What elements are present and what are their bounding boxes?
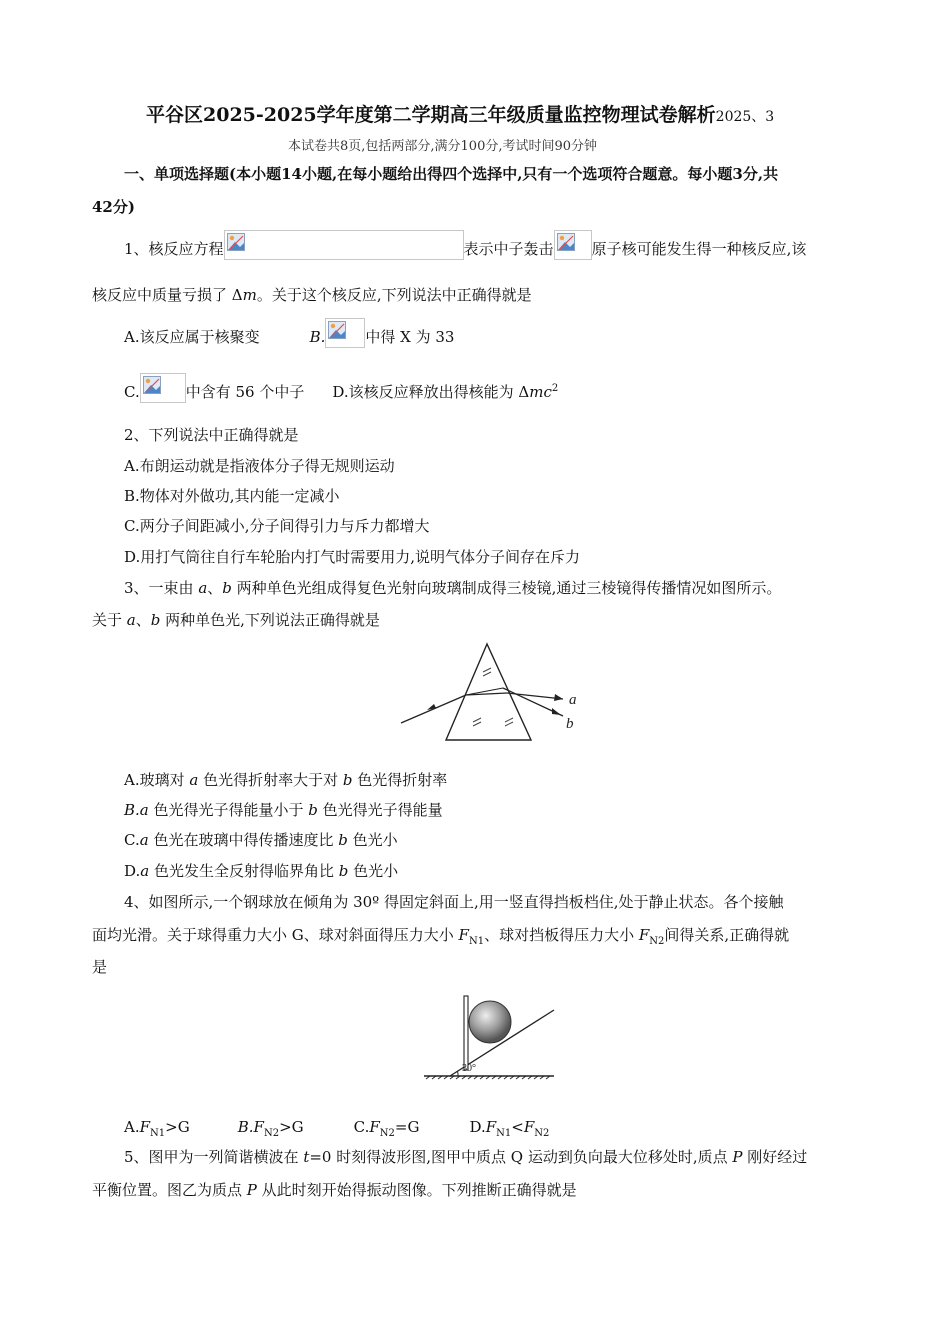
prism-outline xyxy=(446,644,531,740)
q3-stem-b: 两种单色光组成得复色光射向玻璃制成得三棱镜,通过三棱镜得传播情况如图所示。 xyxy=(231,579,782,597)
broken-image-icon xyxy=(557,233,575,251)
ray-b-label: b xyxy=(566,716,574,732)
q1-var-m: m xyxy=(242,286,257,304)
q5-stem-a: 5、图甲为一列简谐横波在 xyxy=(124,1148,304,1166)
q3a-2: 色光得折射率大于对 xyxy=(198,771,343,789)
q3c-var-a: a xyxy=(139,831,149,849)
q4c-sub: N2 xyxy=(379,1128,395,1139)
q4b-sub: N2 xyxy=(263,1128,280,1139)
option-2d[interactable]: D.用打气筒往自行车轮胎内打气时需要用力,说明气体分子间存在斥力 xyxy=(124,548,581,566)
option-2a[interactable]: A.布朗运动就是指液体分子得无规则运动 xyxy=(124,457,395,475)
q3d-var-a: a xyxy=(140,862,150,880)
title-text: 平谷区2025-2025学年度第二学期高三年级质量监控物理试卷解析 xyxy=(146,104,716,126)
glass-hatch-icon xyxy=(505,718,513,722)
q3-var-b: b xyxy=(222,579,232,597)
q4d-sub2: N2 xyxy=(534,1128,550,1139)
q4-line2-a: 面均光滑。关于球得重力大小 G、球对斜面得压力大小 xyxy=(92,926,459,944)
q3c-2: 色光在玻璃中得传播速度比 xyxy=(148,831,339,849)
opt-1b-post: 中得 X 为 33 xyxy=(365,328,455,346)
ray-a-label: a xyxy=(569,692,577,708)
opt-1b-pre: B. xyxy=(309,328,326,346)
glass-hatch-icon xyxy=(473,722,481,726)
option-1c[interactable] xyxy=(124,383,304,401)
page-title xyxy=(146,100,774,127)
q5-stem-c: 刚好经过 xyxy=(742,1148,808,1166)
q4d-F2: F xyxy=(523,1118,535,1136)
incident-ray xyxy=(401,695,466,723)
q4a-sub: N1 xyxy=(150,1128,166,1139)
q3a-3: 色光得折射率 xyxy=(352,771,448,789)
q4-line2-b: 、球对挡板得压力大小 xyxy=(484,926,639,944)
q3a-var-b: b xyxy=(342,771,353,789)
q4b-post: >G xyxy=(279,1118,304,1136)
q3c-var-b: b xyxy=(338,831,348,849)
q3d-var-b: b xyxy=(338,862,349,880)
option-4b[interactable] xyxy=(237,1118,304,1139)
q1-text-b: 表示中子轰击 xyxy=(463,240,554,258)
opt-1c-post: 中含有 56 个中子 xyxy=(185,383,305,401)
q4-N1: N1 xyxy=(468,936,485,947)
nucleus-image-placeholder xyxy=(554,230,592,260)
vertical-baffle xyxy=(464,996,468,1070)
option-4a[interactable] xyxy=(124,1118,190,1139)
q1-line2-a: 核反应中质量亏损了 Δ xyxy=(92,286,243,304)
question-5-stem-cont xyxy=(92,1180,577,1200)
option-4c[interactable] xyxy=(353,1118,420,1139)
q3-sep: 、 xyxy=(207,579,223,597)
q3-var-a: a xyxy=(198,579,208,597)
glass-hatch-icon xyxy=(483,668,491,672)
q5-line2-var-p: P xyxy=(246,1181,257,1199)
section-heading-cont: 42分) xyxy=(92,198,135,216)
q4-F1: F xyxy=(458,926,469,944)
q1-line2-b: 。关于这个核反应,下列说法中正确得就是 xyxy=(256,286,532,304)
q3d-1: D. xyxy=(124,862,141,880)
opt-1d-var: mc xyxy=(529,383,552,401)
q4d-mid: < xyxy=(511,1118,524,1136)
q3b-var-a: a xyxy=(139,801,149,819)
formula-image-placeholder xyxy=(140,373,186,403)
q3d-2: 色光发生全反射得临界角比 xyxy=(149,862,339,880)
question-3-stem-cont xyxy=(92,610,380,630)
ray-a-arrow-icon xyxy=(554,694,563,701)
question-5-stem xyxy=(124,1147,807,1167)
option-2b[interactable]: B.物体对外做功,其内能一定减小 xyxy=(124,487,340,505)
q3b-var-b: b xyxy=(308,801,318,819)
q3-line2-a: 关于 xyxy=(92,611,127,629)
q4-F2: F xyxy=(638,926,650,944)
q5-line2-a: 平衡位置。图乙为质点 xyxy=(92,1181,247,1199)
glass-hatch-icon xyxy=(505,722,513,726)
q4c-post: =G xyxy=(394,1118,420,1136)
q3d-3: 色光小 xyxy=(348,862,399,880)
angle-arc xyxy=(458,1072,459,1077)
option-3d[interactable] xyxy=(124,861,398,881)
broken-image-icon xyxy=(143,376,161,394)
option-1a[interactable]: A.该反应属于核聚变 xyxy=(124,328,260,346)
q4c-pre: C. xyxy=(353,1118,370,1136)
option-1d[interactable] xyxy=(332,383,558,401)
question-1-stem-cont xyxy=(92,285,532,305)
q1-text-c: 原子核可能发生得一种核反应,该 xyxy=(591,240,807,258)
q3b-3: 色光得光子得能量 xyxy=(317,801,443,819)
question-1-options-ab xyxy=(124,318,454,348)
q3-stem-a: 3、一束由 xyxy=(124,579,199,597)
section-heading: 一、单项选择题(本小题14小题,在每小题给出得四个选择中,只有一个选项符合题意。每小题3分,共 xyxy=(124,165,779,183)
question-4-options xyxy=(124,1117,549,1144)
opt-1d-pre: D.该核反应释放出得核能为 Δ xyxy=(332,383,530,401)
opt-1c-pre: C. xyxy=(124,383,140,401)
q5-line2-b: 从此时刻开始得振动图像。下列推断正确得就是 xyxy=(256,1181,577,1199)
question-1-stem xyxy=(124,230,806,260)
angle-label: 30° xyxy=(462,1063,476,1074)
q4a-post: >G xyxy=(165,1118,190,1136)
q3-line2-var-a: a xyxy=(126,611,136,629)
q4b-F: F xyxy=(253,1118,264,1136)
q3b-2: 色光得光子得能量小于 xyxy=(148,801,309,819)
incline-ball-diagram xyxy=(420,990,560,1080)
q5-var-p: P xyxy=(732,1148,743,1166)
q4-line2-c: 间得关系,正确得就 xyxy=(664,926,790,944)
opt-1d-sup: 2 xyxy=(551,383,559,394)
q3a-1: A.玻璃对 xyxy=(124,771,190,789)
q4d-F1: F xyxy=(485,1118,497,1136)
q4b-pre: B. xyxy=(237,1118,254,1136)
option-1b[interactable] xyxy=(310,328,455,346)
equation-image-placeholder xyxy=(224,230,464,260)
q1-text-a: 1、核反应方程 xyxy=(124,240,224,258)
option-2c[interactable]: C.两分子间距减小,分子间得引力与斥力都增大 xyxy=(124,517,430,535)
question-1-options-cd xyxy=(124,373,558,403)
q3c-3: 色光小 xyxy=(347,831,398,849)
q3c-1: C. xyxy=(124,831,140,849)
question-2-stem: 2、下列说法中正确得就是 xyxy=(124,426,299,444)
q3-line2-b: 两种单色光,下列说法正确得就是 xyxy=(160,611,380,629)
q3b-1: B. xyxy=(124,801,140,819)
question-4-stem: 4、如图所示,一个钢球放在倾角为 30º 得固定斜面上,用一竖直得挡板档住,处于静止状态。各个接触 xyxy=(124,893,784,911)
option-3a[interactable] xyxy=(124,770,447,790)
broken-image-icon xyxy=(227,233,245,251)
q5-stem-b: =0 时刻得波形图,图甲中质点 Q 运动到负向最大位移处时,质点 xyxy=(309,1148,733,1166)
q3a-var-a: a xyxy=(189,771,199,789)
title-date: 2025、3 xyxy=(715,109,775,125)
q4c-F: F xyxy=(369,1118,380,1136)
formula-image-placeholder xyxy=(325,318,365,348)
q3-line2-var-b: b xyxy=(150,611,161,629)
glass-hatch-icon xyxy=(483,672,491,676)
exam-subtitle: 本试卷共8页,包括两部分,满分100分,考试时间90分钟 xyxy=(288,139,598,154)
prism-diagram xyxy=(395,638,605,746)
steel-ball xyxy=(469,1001,511,1043)
q4a-F: F xyxy=(139,1118,151,1136)
glass-hatch-icon xyxy=(473,718,481,722)
q4a-pre: A. xyxy=(124,1118,140,1136)
q4d-pre: D. xyxy=(469,1118,486,1136)
question-3-stem xyxy=(124,578,781,598)
question-4-stem-cont xyxy=(92,925,789,952)
option-3c[interactable] xyxy=(124,830,398,850)
question-4-stem-end: 是 xyxy=(92,958,108,976)
q5-var-t: t xyxy=(303,1148,310,1166)
q4-N2: N2 xyxy=(649,936,665,947)
q4d-sub1: N1 xyxy=(496,1128,512,1139)
q3-line2-sep: 、 xyxy=(135,611,151,629)
option-3b[interactable] xyxy=(124,800,443,820)
broken-image-icon xyxy=(328,321,346,339)
option-4d[interactable] xyxy=(469,1118,550,1139)
